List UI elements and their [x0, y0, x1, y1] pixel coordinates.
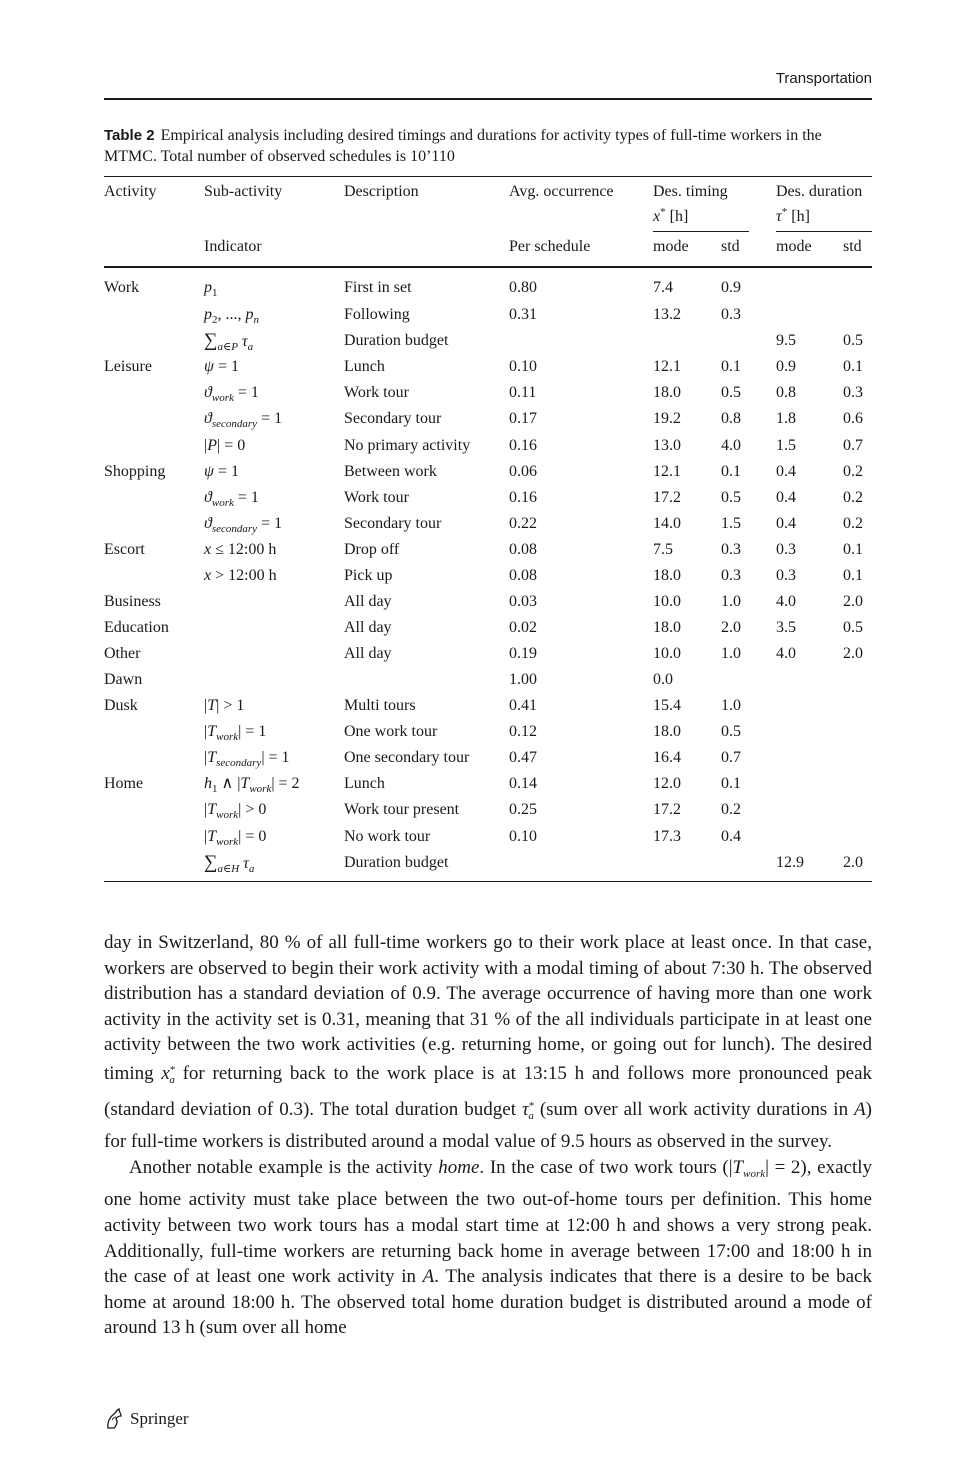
- cell-duration-std: 0.1: [843, 567, 863, 584]
- cell-avg-occurrence: 0.08: [509, 567, 537, 584]
- header-duration-std: std: [843, 238, 862, 255]
- cell-duration-mode: 0.4: [776, 515, 796, 532]
- cell-duration-mode: 9.5: [776, 332, 796, 349]
- timing-subrule: [653, 231, 749, 232]
- cell-duration-std: 2.0: [843, 854, 863, 871]
- cell-timing-std: 1.0: [721, 593, 741, 610]
- cell-timing-mode: 13.2: [653, 306, 681, 323]
- header-per-schedule: Per schedule: [509, 238, 591, 255]
- cell-description: Duration budget: [344, 332, 449, 349]
- cell-description: One secondary tour: [344, 749, 470, 766]
- cell-indicator: x > 12:00 h: [204, 567, 277, 584]
- paragraph-2: Another notable example is the activity home. In the case of two work tours $(|T_{work}| = 2)$, exactly one home activity must take place between the two out-of-home tours per definition. This home activity between two work tours has a modal start time at 12:00 h and shows a very strong peak. Additionally, full-time workers are returning back home in average between 17:00 and 18:00 h in the case of at least one work activity in A. The analysis indicates that there is a desire to be back home at around 18:00 h. The observed total home duration budget is distributed around a mode of around 13 h (sum over all home: [104, 1156, 872, 1339]
- header-indicator: Indicator: [204, 238, 262, 255]
- cell-timing-std: 0.4: [721, 828, 741, 845]
- cell-timing-std: 0.2: [721, 801, 741, 818]
- cell-description: One work tour: [344, 723, 438, 740]
- cell-duration-std: 0.5: [843, 619, 863, 636]
- cell-timing-std: 0.9: [721, 279, 741, 296]
- cell-timing-std: 0.5: [721, 489, 741, 506]
- cell-description: All day: [344, 593, 392, 610]
- cell-timing-mode: 18.0: [653, 384, 681, 401]
- cell-timing-std: 0.1: [721, 463, 741, 480]
- cell-avg-occurrence: 0.02: [509, 619, 537, 636]
- cell-activity: Dawn: [104, 671, 143, 688]
- table-bottom-rule: [104, 881, 872, 882]
- cell-description: No work tour: [344, 828, 431, 845]
- cell-activity: Work: [104, 279, 140, 296]
- cell-timing-mode: 12.1: [653, 358, 681, 375]
- cell-description: No primary activity: [344, 437, 471, 454]
- cell-duration-mode: 0.4: [776, 463, 796, 480]
- header-des-duration: Des. duration: [776, 183, 863, 200]
- cell-avg-occurrence: 0.17: [509, 410, 537, 427]
- table-top-rule: [104, 176, 872, 177]
- cell-description: Work tour: [344, 489, 409, 506]
- cell-indicator: |P| = 0: [204, 437, 246, 454]
- header-timing-mode: mode: [653, 238, 689, 255]
- cell-description: Lunch: [344, 358, 385, 375]
- cell-indicator: $|T_{work}| = 0$: [204, 828, 267, 848]
- header-rule: [104, 98, 872, 100]
- cell-avg-occurrence: 0.16: [509, 489, 537, 506]
- cell-timing-mode: 12.0: [653, 775, 681, 792]
- cell-description: Pick up: [344, 567, 393, 584]
- cell-indicator: $ϑ_{work} = 1$: [204, 489, 259, 509]
- cell-duration-std: 2.0: [843, 593, 863, 610]
- cell-avg-occurrence: 0.31: [509, 306, 537, 323]
- cell-duration-mode: 4.0: [776, 645, 796, 662]
- cell-indicator: x ≤ 12:00 h: [204, 541, 277, 558]
- header-duration-mode: mode: [776, 238, 812, 255]
- cell-indicator: $\sum_{a\in P}$ $\tau_a$: [204, 330, 254, 353]
- cell-activity: Other: [104, 645, 141, 662]
- cell-duration-mode: 1.5: [776, 437, 796, 454]
- cell-timing-std: 1.0: [721, 645, 741, 662]
- table-caption-text: Empirical analysis including desired timings and durations for activity types of full-time workers in the MTMC. Total number of observed schedules is 10’110: [104, 127, 822, 165]
- cell-duration-mode: 1.8: [776, 410, 796, 427]
- cell-avg-occurrence: 0.19: [509, 645, 537, 662]
- cell-indicator: $p_2$, ..., $p_n$: [204, 306, 259, 326]
- cell-description: Secondary tour: [344, 515, 442, 532]
- cell-timing-mode: 13.0: [653, 437, 681, 454]
- cell-duration-mode: 0.8: [776, 384, 796, 401]
- cell-timing-mode: 17.2: [653, 801, 681, 818]
- cell-timing-std: 0.3: [721, 567, 741, 584]
- paragraph-1: day in Switzerland, 80 % of all full-time workers go to their work place at least once. In that case, workers are observed to begin their work activity with a modal timing of about 7:30 h. The observed distribution has a standard deviation of 0.9. The average occurrence of having more than one work activity in the activity set is 0.31, meaning that 31 % of the all individuals participate in at least one activity between the two work activities (e.g. returning home, or going out for lunch). The desired timing $x^*_a$ for returning back to the work place is at 13:15 h and follows more pronounced peak (standard deviation of 0.3). The total duration budget $\tau^*_a$ (sum over all work activity durations in A) for full-time workers is distributed around a modal value of 9.5 hours as observed in the survey.: [104, 932, 872, 1153]
- table-caption-label: Table 2: [104, 127, 155, 144]
- cell-indicator: $|T_{secondary}| = 1$: [204, 749, 290, 769]
- cell-description: Lunch: [344, 775, 385, 792]
- cell-duration-mode: 0.3: [776, 541, 796, 558]
- cell-activity: Business: [104, 593, 161, 610]
- cell-timing-mode: 16.4: [653, 749, 681, 766]
- header-sub-activity: Sub-activity: [204, 183, 283, 200]
- cell-avg-occurrence: 1.00: [509, 671, 537, 688]
- cell-description: Drop off: [344, 541, 400, 558]
- cell-timing-mode: 10.0: [653, 645, 681, 662]
- cell-timing-std: 0.5: [721, 384, 741, 401]
- cell-indicator: $\sum_{a\in H}$ $\tau_a$: [204, 852, 255, 875]
- cell-avg-occurrence: 0.25: [509, 801, 537, 818]
- header-timing-std: std: [721, 238, 740, 255]
- cell-duration-mode: 4.0: [776, 593, 796, 610]
- cell-timing-mode: 18.0: [653, 723, 681, 740]
- cell-avg-occurrence: 0.80: [509, 279, 537, 296]
- page-footer: [104, 1408, 189, 1430]
- cell-duration-mode: 3.5: [776, 619, 796, 636]
- cell-timing-mode: 12.1: [653, 463, 681, 480]
- cell-timing-std: 0.3: [721, 541, 741, 558]
- cell-timing-std: 0.5: [721, 723, 741, 740]
- cell-avg-occurrence: 0.22: [509, 515, 537, 532]
- cell-timing-mode: 17.2: [653, 489, 681, 506]
- header-activity: Activity: [104, 183, 157, 200]
- cell-indicator: |T| > 1: [204, 697, 245, 714]
- cell-timing-mode: 18.0: [653, 567, 681, 584]
- springer-horse-icon: [104, 1408, 124, 1430]
- cell-description: Between work: [344, 463, 437, 480]
- cell-indicator: $|T_{work}| = 1$: [204, 723, 267, 743]
- cell-avg-occurrence: 0.10: [509, 828, 537, 845]
- cell-description: Duration budget: [344, 854, 449, 871]
- cell-avg-occurrence: 0.06: [509, 463, 537, 480]
- cell-duration-std: 0.7: [843, 437, 863, 454]
- running-head: Transportation: [775, 70, 872, 87]
- header-des-duration-unit: τ* [h]: [776, 206, 810, 225]
- cell-timing-mode: 14.0: [653, 515, 681, 532]
- header-avg-occurrence: Avg. occurrence: [509, 183, 614, 200]
- cell-activity: Education: [104, 619, 169, 636]
- cell-duration-std: 0.6: [843, 410, 863, 427]
- cell-description: First in set: [344, 279, 412, 296]
- cell-timing-mode: 18.0: [653, 619, 681, 636]
- cell-description: Work tour: [344, 384, 409, 401]
- cell-timing-std: 0.8: [721, 410, 741, 427]
- cell-duration-std: 0.2: [843, 515, 863, 532]
- cell-timing-std: 2.0: [721, 619, 741, 636]
- cell-avg-occurrence: 0.10: [509, 358, 537, 375]
- cell-activity: Home: [104, 775, 144, 792]
- cell-indicator: $h_1$ ∧ $|T_{work}| = 2$: [204, 775, 300, 795]
- cell-avg-occurrence: 0.12: [509, 723, 537, 740]
- cell-timing-std: 1.0: [721, 697, 741, 714]
- cell-timing-mode: 10.0: [653, 593, 681, 610]
- cell-timing-std: 0.1: [721, 358, 741, 375]
- cell-avg-occurrence: 0.14: [509, 775, 537, 792]
- cell-indicator: $|T_{work}| > 0$: [204, 801, 267, 821]
- cell-duration-mode: 0.9: [776, 358, 796, 375]
- cell-description: All day: [344, 619, 392, 636]
- duration-subrule: [776, 231, 872, 232]
- cell-duration-std: 0.2: [843, 489, 863, 506]
- cell-duration-std: 0.3: [843, 384, 863, 401]
- header-des-timing: Des. timing: [653, 183, 728, 200]
- cell-activity: Escort: [104, 541, 145, 558]
- cell-duration-std: 0.5: [843, 332, 863, 349]
- cell-activity: Dusk: [104, 697, 138, 714]
- cell-timing-std: 0.1: [721, 775, 741, 792]
- cell-description: Following: [344, 306, 410, 323]
- cell-indicator: $ϑ_{secondary} = 1$: [204, 515, 283, 535]
- cell-indicator: ψ = 1: [204, 358, 239, 375]
- cell-timing-std: 4.0: [721, 437, 741, 454]
- table-caption: [104, 125, 872, 167]
- cell-indicator: $ϑ_{work} = 1$: [204, 384, 259, 404]
- cell-avg-occurrence: 0.16: [509, 437, 537, 454]
- cell-description: Secondary tour: [344, 410, 442, 427]
- cell-description: Work tour present: [344, 801, 460, 818]
- cell-duration-mode: 0.3: [776, 567, 796, 584]
- cell-indicator: $p_1$: [204, 279, 218, 299]
- cell-avg-occurrence: 0.08: [509, 541, 537, 558]
- cell-timing-std: 0.7: [721, 749, 741, 766]
- cell-timing-mode: 7.5: [653, 541, 673, 558]
- cell-timing-mode: 19.2: [653, 410, 681, 427]
- cell-duration-mode: 0.4: [776, 489, 796, 506]
- publisher-name: Springer: [130, 1409, 189, 1428]
- cell-duration-std: 0.1: [843, 541, 863, 558]
- body-text: [104, 930, 872, 1341]
- cell-timing-std: 1.5: [721, 515, 741, 532]
- cell-duration-mode: 12.9: [776, 854, 804, 871]
- cell-timing-std: 0.3: [721, 306, 741, 323]
- cell-timing-mode: 7.4: [653, 279, 673, 296]
- cell-timing-mode: 0.0: [653, 671, 673, 688]
- cell-description: Multi tours: [344, 697, 416, 714]
- cell-avg-occurrence: 0.47: [509, 749, 537, 766]
- header-des-timing-unit: x* [h]: [653, 206, 689, 225]
- cell-duration-std: 0.1: [843, 358, 863, 375]
- cell-indicator: $ϑ_{secondary} = 1$: [204, 410, 283, 430]
- cell-timing-mode: 17.3: [653, 828, 681, 845]
- cell-activity: Leisure: [104, 358, 152, 375]
- cell-duration-std: 0.2: [843, 463, 863, 480]
- cell-activity: Shopping: [104, 463, 166, 480]
- header-description: Description: [344, 183, 419, 200]
- cell-avg-occurrence: 0.41: [509, 697, 537, 714]
- cell-description: All day: [344, 645, 392, 662]
- cell-avg-occurrence: 0.03: [509, 593, 537, 610]
- cell-timing-mode: 15.4: [653, 697, 681, 714]
- cell-avg-occurrence: 0.11: [509, 384, 537, 401]
- cell-indicator: ψ = 1: [204, 463, 239, 480]
- cell-duration-std: 2.0: [843, 645, 863, 662]
- header-bottom-rule: [104, 266, 872, 268]
